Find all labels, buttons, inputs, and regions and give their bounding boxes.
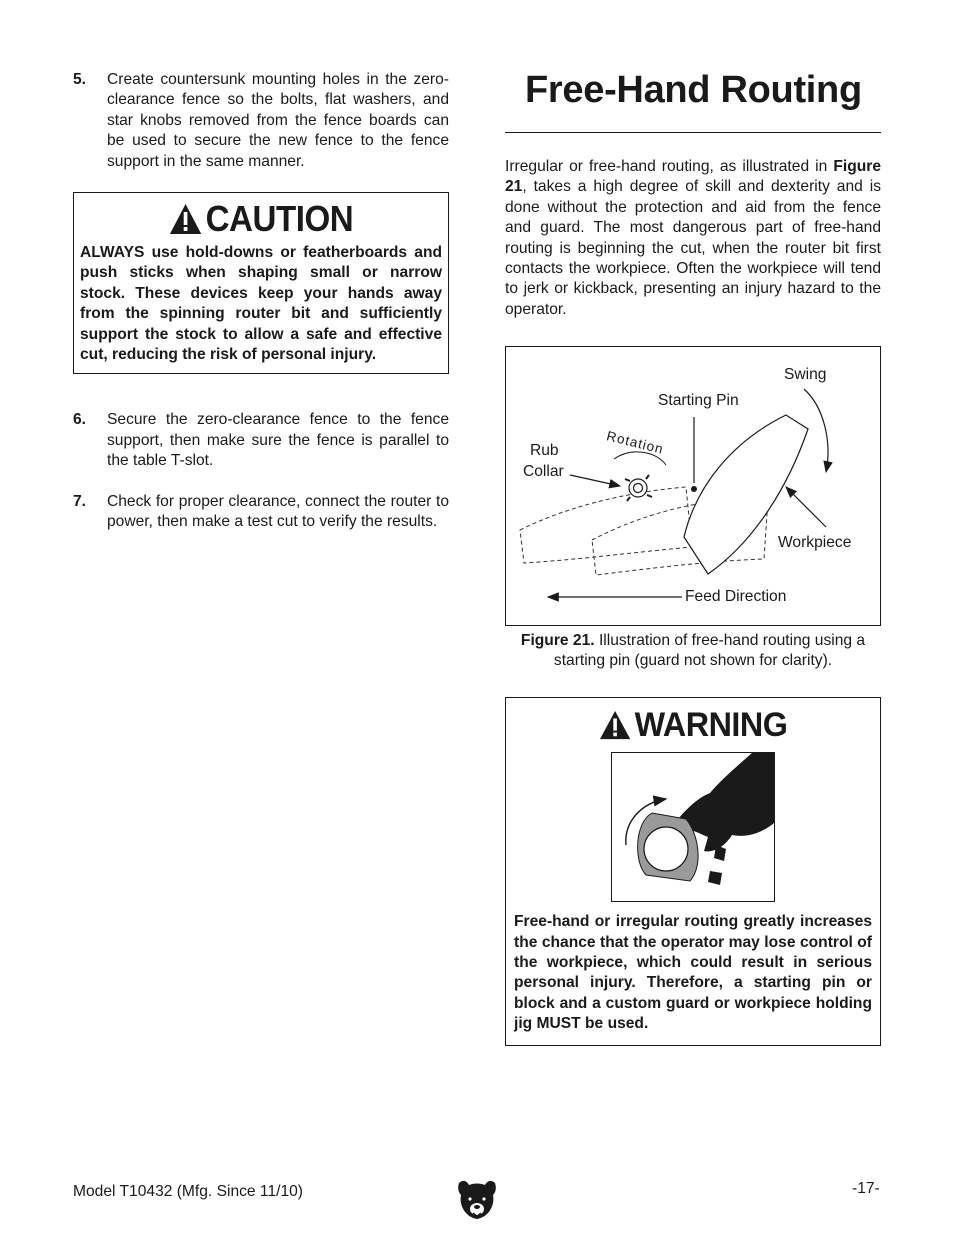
hand-hazard-illustration	[611, 752, 775, 902]
label-starting-pin: Starting Pin	[658, 392, 739, 410]
caution-box	[73, 192, 449, 374]
label-rub: Rub	[530, 442, 559, 460]
label-collar: Collar	[523, 463, 564, 481]
caution-banner	[94, 198, 427, 240]
step-text: Create countersunk mounting holes in the zero-clearance fence so the bolts, flat washers, and star knobs removed from the fence boards can be used to secure the new fence to the fence support in the same manner.	[107, 71, 449, 170]
warning-triangle-icon	[169, 203, 202, 235]
label-feed-direction: Feed Direction	[685, 588, 787, 606]
footer-model: Model T10432 (Mfg. Since 11/10)	[73, 1183, 303, 1200]
step-7	[73, 492, 449, 533]
step-text: Secure the zero-clearance fence to the fence support, then make sure the fence is parallel to the table T-slot.	[107, 411, 449, 470]
warning-label: WARNING	[634, 706, 788, 745]
free-hand-routing-illustration	[506, 347, 880, 625]
figure-caption	[505, 631, 881, 671]
figure-21	[505, 346, 881, 626]
para-pre: Irregular or free-hand routing, as illustrated in	[505, 158, 834, 175]
starting-pin-icon	[691, 486, 697, 492]
warning-box	[505, 697, 881, 1045]
step-6	[73, 410, 449, 471]
warning-triangle-icon	[599, 710, 631, 740]
step-number: 5.	[73, 71, 87, 88]
step-number: 6.	[73, 411, 87, 429]
right-column	[505, 70, 881, 1046]
caution-text: ALWAYS use hold-downs or featherboards and push sticks when shaping small or narrow stock. These devices keep your hands away from the spinning router bit and sufficiently support the stock to allow a safe and effective cut, reducing the risk of personal injury.	[80, 244, 442, 364]
caution-label: CAUTION	[205, 198, 354, 240]
footer-page-number: -17-	[852, 1180, 880, 1197]
hand-near-cutter-icon	[612, 753, 774, 901]
label-rotation: Rotation	[605, 428, 666, 458]
rub-collar-icon	[629, 479, 647, 497]
workpiece-ghost-1	[520, 487, 692, 563]
title-divider	[505, 132, 881, 133]
step-text: Check for proper clearance, connect the router to power, then make a test cut to verify the results.	[107, 492, 449, 531]
section-title: Free-Hand Routing	[525, 69, 862, 111]
label-swing: Swing	[784, 366, 827, 384]
warning-banner	[523, 706, 863, 745]
bear-logo-icon	[455, 1177, 499, 1221]
left-column	[73, 70, 449, 553]
step-5	[73, 70, 449, 172]
step-number: 7.	[73, 492, 87, 510]
label-workpiece: Workpiece	[778, 534, 852, 552]
warning-text: Free-hand or irregular routing greatly increases the chance that the operator may lose control of the workpiece, which could result in serious personal injury. Therefore, a starting pin or block and a custom guard or workpiece holding jig MUST be used.	[514, 913, 872, 1033]
caption-text: Illustration of free-hand routing using a starting pin (guard not shown for clarity).	[553, 632, 866, 670]
para-post: , takes a high degree of skill and dexterity and is done without the protection and aid from the fence and guard. The most dangerous part of free-hand routing is beginning the cut, when the router bit first contacts the workpiece. Often the workpiece will tend to jerk or kickback, presenting an injury hazard to the operator.	[505, 178, 881, 318]
figure-reference: Figure 21	[505, 158, 881, 196]
caption-ref: Figure 21.	[520, 632, 595, 650]
intro-paragraph	[505, 157, 881, 320]
